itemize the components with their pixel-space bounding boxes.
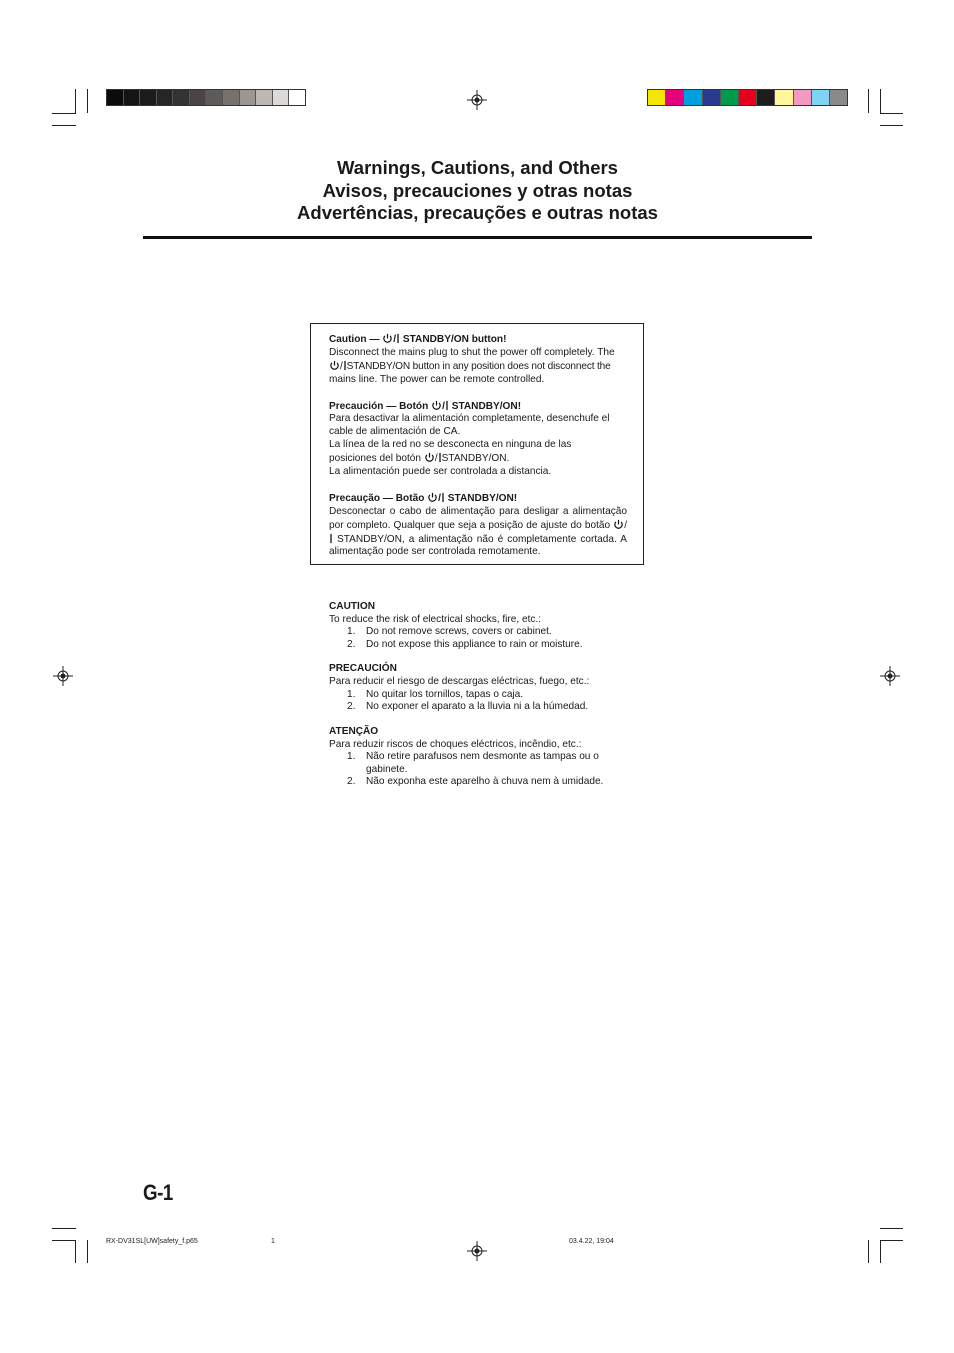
warning-intro: To reduce the risk of electrical shocks, fire, etc.: (329, 613, 542, 625)
on-bar-icon (441, 492, 445, 503)
standby-power-icon (427, 492, 438, 503)
registration-mark-icon (467, 90, 487, 110)
safety-warnings (329, 601, 629, 789)
color-swatch (205, 90, 222, 105)
list-item: 2. Não exponha este aparelho à chuva nem à umidade. (347, 776, 604, 788)
list-item: 2. No exponer el aparato a la lluvia ni a la húmedad. (347, 701, 589, 713)
section-heading: ATENÇÃO (329, 725, 379, 737)
on-bar-icon (329, 533, 333, 544)
section-heading: Precaución — Botón / STANDBY/ON! (329, 400, 522, 412)
crop-mark (880, 113, 903, 114)
warning-list (329, 689, 629, 714)
color-swatch (239, 90, 256, 105)
crop-mark (880, 1240, 903, 1241)
color-swatch (107, 90, 123, 105)
color-swatch (255, 90, 272, 105)
crop-mark (52, 1240, 76, 1241)
color-swatch (123, 90, 140, 105)
color-swatch (720, 90, 738, 105)
body-line: / STANDBY/ON button in any position does not disconnect the (329, 360, 627, 374)
page-number: G-1 (143, 1180, 173, 1205)
warning-intro: Para reducir el riesgo de descargas eléctricas, fuego, etc.: (329, 676, 590, 688)
body-paragraph: Desconectar o cabo de alimentação para desligar a alimentação por completo. Qualquer que seja a posição de ajuste do botão / STANDBY/ON, a alimentação não é completamente cortada. A alimentação pode ser controlada remotamente. (329, 505, 628, 558)
standby-power-icon (431, 400, 442, 411)
color-swatch (756, 90, 774, 105)
registration-mark-icon (53, 666, 73, 686)
color-swatch (139, 90, 156, 105)
crop-mark (880, 1240, 881, 1263)
color-swatch (738, 90, 756, 105)
color-swatch (793, 90, 811, 105)
crop-mark (880, 125, 903, 126)
crop-mark (52, 125, 76, 126)
on-bar-icon (445, 400, 449, 411)
standby-caution-spanish (329, 400, 627, 479)
crop-mark (880, 1228, 903, 1229)
registration-mark-icon (467, 1241, 487, 1261)
color-swatch (189, 90, 206, 105)
section-heading: PRECAUCIÓN (329, 663, 397, 675)
color-swatch (272, 90, 289, 105)
color-swatch (774, 90, 792, 105)
crop-mark (87, 1240, 88, 1263)
body-line: mains line. The power can be remote controlled. (329, 373, 545, 385)
body-paragraph: La alimentación puede ser controlada a distancia. (329, 466, 552, 478)
color-swatch (665, 90, 683, 105)
standby-caution-box (310, 323, 644, 565)
color-swatch (829, 90, 847, 105)
color-swatch (702, 90, 720, 105)
warning-section-portuguese (329, 726, 629, 789)
body-line: Disconnect the mains plug to shut the power off completely. The (329, 346, 615, 358)
page-title (143, 157, 812, 225)
on-bar-icon (396, 333, 400, 344)
section-heading: CAUTION (329, 601, 375, 612)
crop-mark (52, 113, 76, 114)
list-item: 2. Do not expose this appliance to rain or moisture. (347, 638, 583, 650)
registration-mark-icon (880, 666, 900, 686)
standby-caution-portuguese (329, 492, 627, 560)
warning-intro: Para reduzir riscos de choques eléctricos, incêndio, etc.: (329, 738, 582, 750)
color-swatch (683, 90, 701, 105)
title-portuguese: Advertências, precauções e outras notas (297, 202, 658, 224)
warning-section-spanish (329, 663, 629, 713)
color-swatch (156, 90, 173, 105)
list-item: 1. Não retire parafusos nem desmonte as tampas ou o gabinete. (347, 751, 599, 775)
section-heading: Precaução — Botão / STANDBY/ON! (329, 492, 518, 504)
footer-filename: RX-DV31SL[UW]safety_f.p65 (106, 1238, 198, 1245)
body-paragraph: La línea de la red no se desconecta en ninguna de las posiciones del botón / STANDBY/ON. (329, 439, 572, 465)
standby-power-icon (424, 452, 435, 463)
crop-mark (52, 1228, 76, 1229)
grayscale-color-bar (106, 89, 306, 106)
title-spanish: Avisos, precauciones y otras notas (322, 179, 633, 201)
color-swatch (648, 90, 665, 105)
color-swatch (222, 90, 239, 105)
standby-power-icon (613, 519, 624, 530)
crop-mark (868, 89, 869, 113)
crop-mark (75, 89, 76, 114)
cmyk-color-bar (647, 89, 848, 106)
body-paragraph: Para desactivar la alimentación completamente, desenchufe el cable de alimentación de CA. (329, 413, 610, 438)
section-heading: Caution — / STANDBY/ON button! (329, 334, 507, 345)
warning-list (329, 751, 629, 789)
warning-list (329, 626, 629, 651)
crop-mark (87, 89, 88, 113)
color-swatch (811, 90, 829, 105)
list-item: 1. No quitar los tornillos, tapas o caja. (347, 688, 524, 700)
standby-caution-english (329, 333, 627, 387)
color-swatch (288, 90, 305, 105)
standby-power-icon (382, 333, 393, 344)
standby-power-icon (329, 360, 340, 371)
title-english: Warnings, Cautions, and Others (337, 157, 618, 178)
crop-mark (868, 1240, 869, 1263)
title-divider (143, 236, 812, 239)
list-item: 1. Do not remove screws, covers or cabinet. (347, 626, 552, 638)
footer-datetime: 03.4.22, 19:04 (569, 1238, 614, 1245)
color-swatch (172, 90, 189, 105)
warning-section-english (329, 601, 629, 651)
crop-mark (880, 89, 881, 114)
crop-mark (75, 1240, 76, 1263)
footer-page: 1 (271, 1238, 275, 1245)
